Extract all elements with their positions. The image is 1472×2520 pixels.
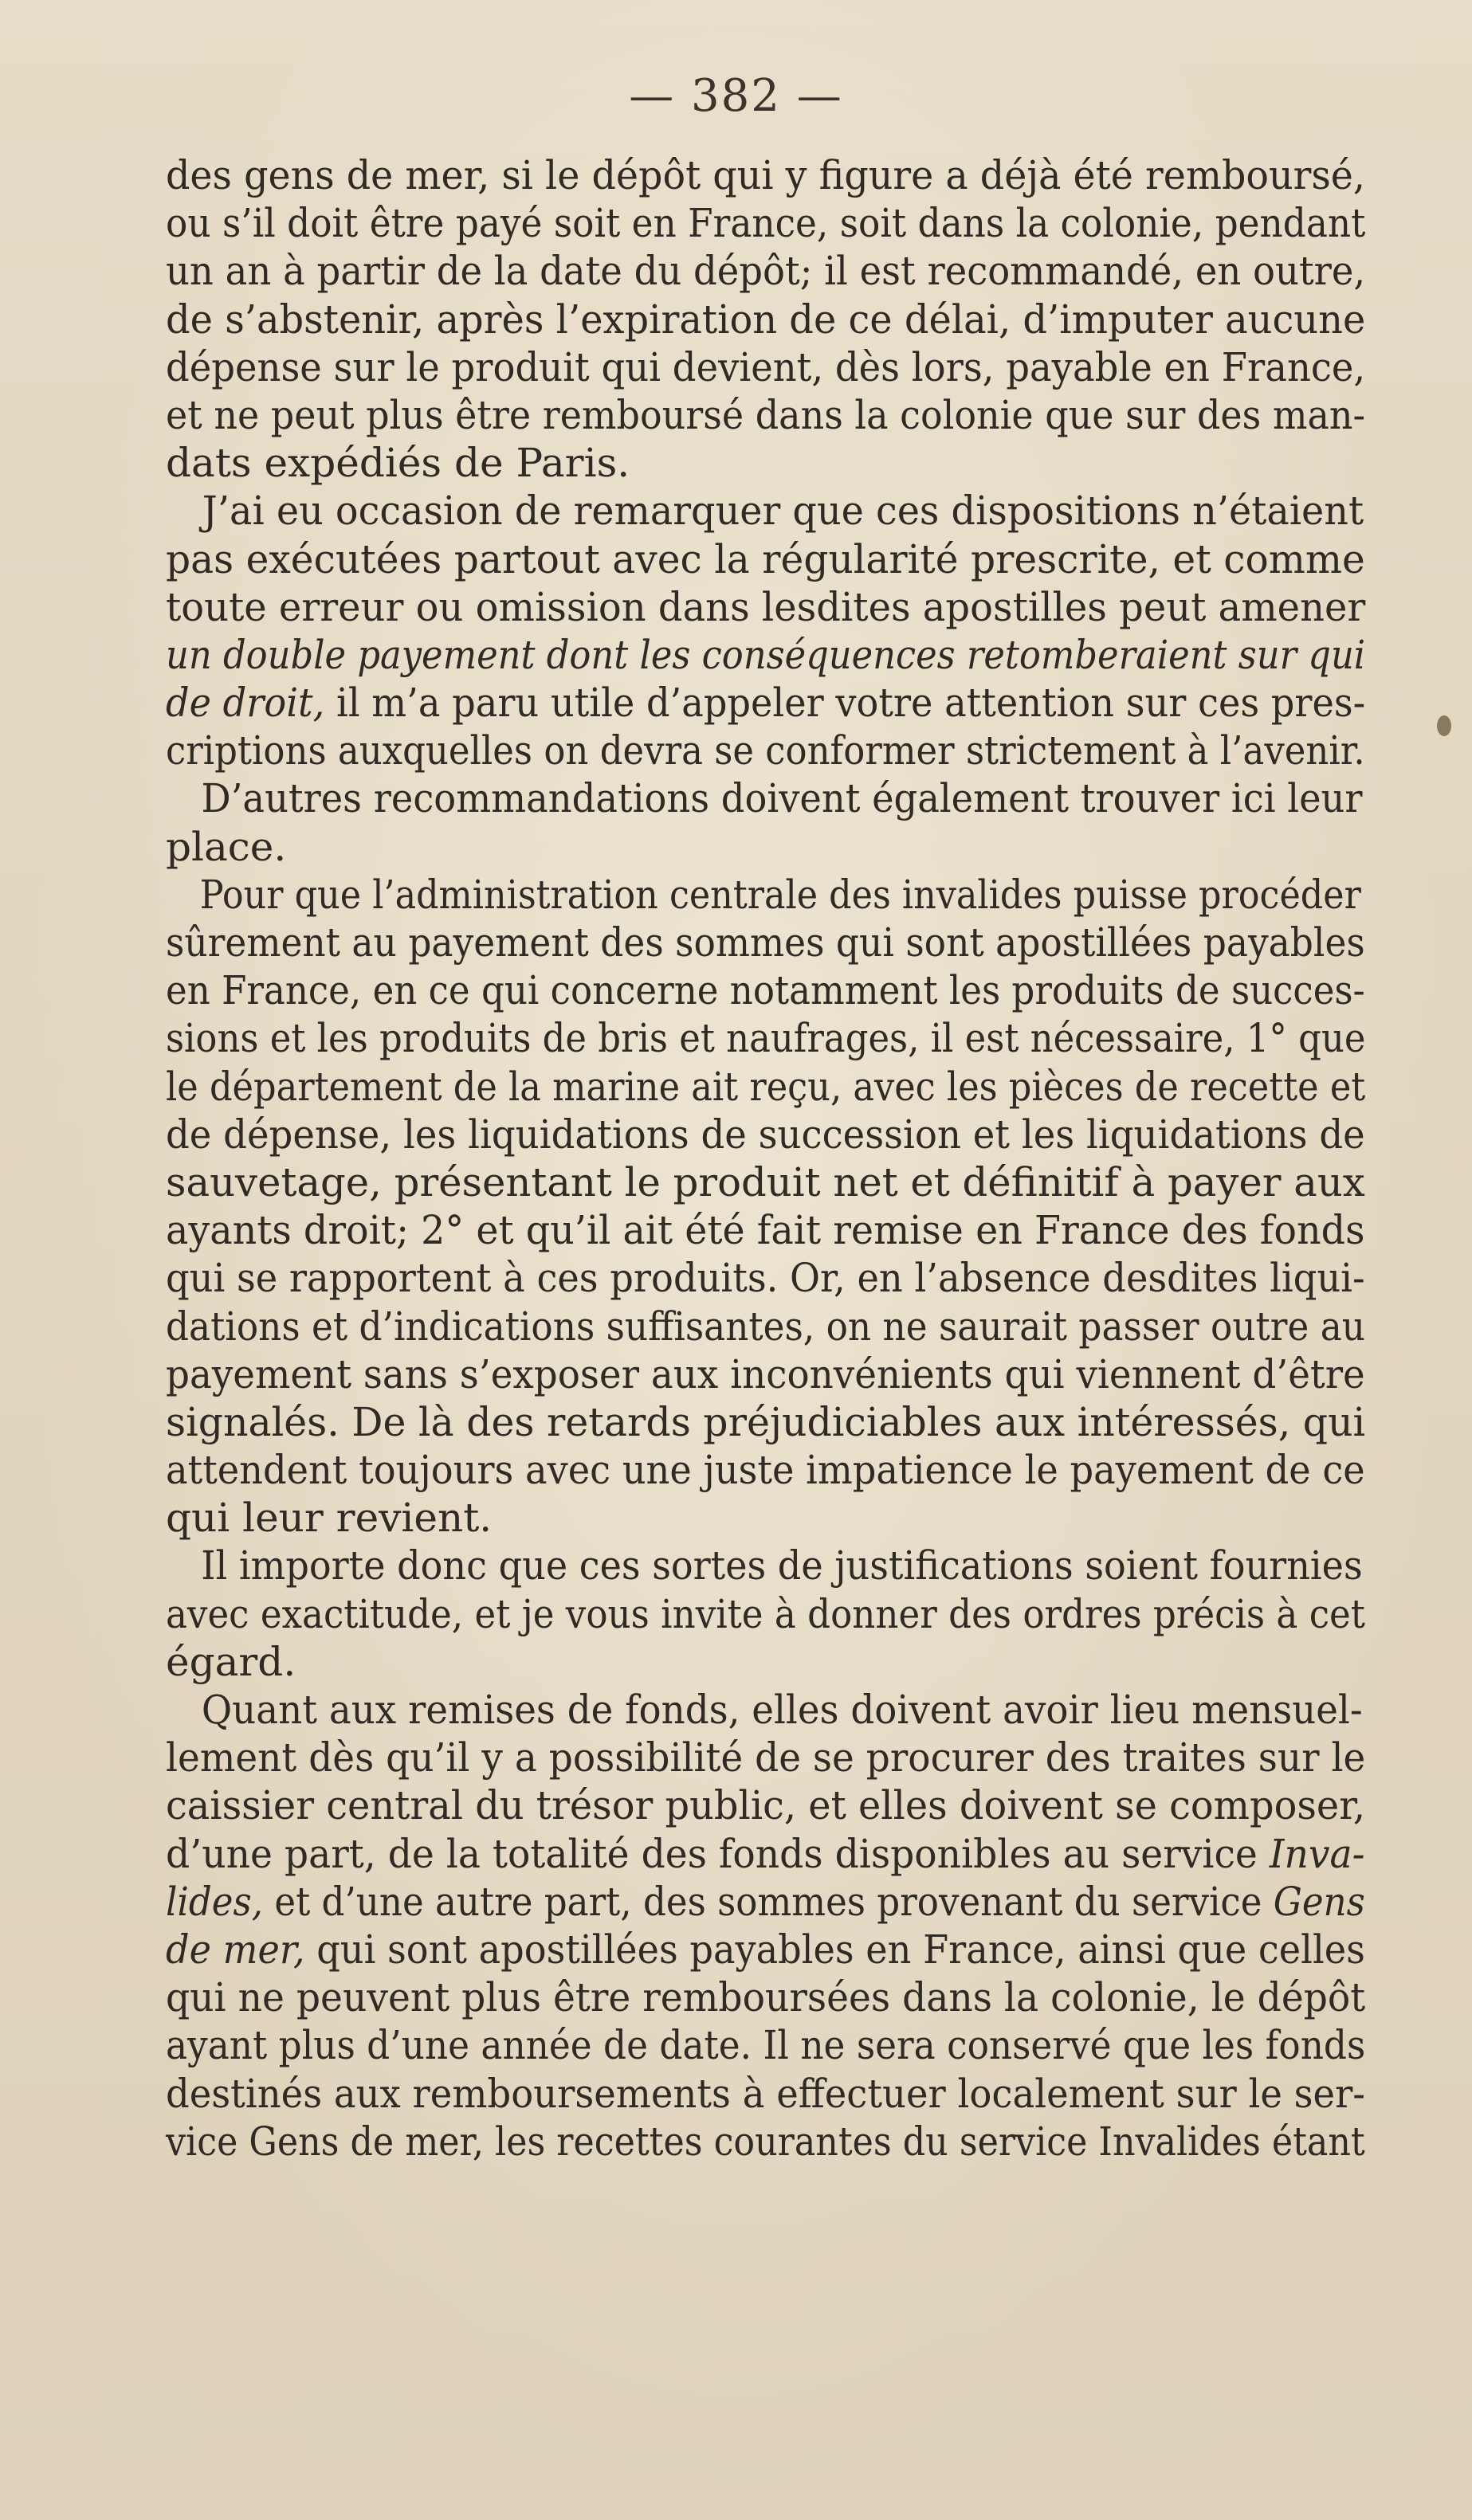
text-line: signalés. De là des retards préjudiciables aux intéressés, qui (166, 1398, 1366, 1445)
text-line: qui leur revient. (166, 1495, 493, 1542)
text-line: un double payement dont les conséquences retomberaient sur qui (166, 631, 1366, 678)
text-line: en France, en ce qui concerne notamment les produits de succes- (166, 967, 1365, 1014)
text-line: D’autres recommandations doivent également trouver ici leur (201, 775, 1363, 822)
text-line: qui se rapportent à ces produits. Or, en l’absence desdites liqui- (166, 1255, 1365, 1302)
text-line: dats expédiés de Paris. (166, 440, 630, 487)
page-number-header: — 382 — (629, 70, 843, 122)
text-line: qui ne peuvent plus être remboursées dans la colonie, le dépôt (166, 1974, 1366, 2021)
text-line: toute erreur ou omission dans lesdites apostilles peut amener (166, 583, 1366, 630)
ink-speck (1437, 715, 1451, 736)
text-line: un an à partir de la date du dépôt; il est recommandé, en outre, (166, 248, 1366, 295)
text-line: payement sans s’exposer aux inconvénients qui viennent d’être (166, 1350, 1365, 1397)
text-line: avec exactitude, et je vous invite à donner des ordres précis à cet (166, 1590, 1365, 1637)
text-line: criptions auxquelles on devra se conformer strictement à l’avenir. (166, 727, 1365, 774)
text-line: d’une part, de la totalité des fonds disponibles au service Inva- (166, 1830, 1365, 1877)
text-line: lides, et d’une autre part, des sommes provenant du service Gens (166, 1878, 1365, 1925)
text-line: des gens de mer, si le dépôt qui y figure a déjà été remboursé, (166, 152, 1365, 198)
text-line: et ne peut plus être remboursé dans la colonie que sur des man- (166, 391, 1366, 438)
text-line: pas exécutées partout avec la régularité prescrite, et comme (166, 535, 1365, 582)
text-line: caissier central du trésor public, et elles doivent se composer, (166, 1782, 1366, 1829)
text-line: de mer, qui sont apostillées payables en France, ainsi que celles (166, 1926, 1365, 1973)
text-line: le département de la marine ait reçu, avec les pièces de recette et (166, 1063, 1366, 1110)
text-line: sûrement au payement des sommes qui sont apostillées payables (166, 919, 1365, 966)
text-line: ou s’il doit être payé soit en France, soit dans la colonie, pendant (166, 200, 1366, 247)
text-line: ayants droit; 2° et qu’il ait été fait remise en France des fonds (166, 1207, 1365, 1254)
text-line: attendent toujours avec une juste impatience le payement de ce (166, 1447, 1365, 1494)
text-line: de droit, il m’a paru utile d’appeler votre attention sur ces pres- (166, 680, 1366, 727)
text-line: Il importe donc que ces sortes de justifications soient fournies (201, 1542, 1363, 1589)
text-line: J’ai eu occasion de remarquer que ces dispositions n’étaient (202, 488, 1364, 535)
text-line: place. (166, 823, 287, 870)
text-line: dations et d’indications suffisantes, on ne saurait passer outre au (166, 1303, 1365, 1350)
text-line: destinés aux remboursements à effectuer localement sur le ser- (166, 2070, 1366, 2117)
text-line: vice Gens de mer, les recettes courantes du service Invalides étant (166, 2118, 1365, 2165)
text-line: Quant aux remises de fonds, elles doivent avoir lieu mensuel- (201, 1687, 1363, 1733)
text-line: de dépense, les liquidations de succession et les liquidations de (166, 1111, 1365, 1158)
text-line: sauvetage, présentant le produit net et définitif à payer aux (166, 1158, 1365, 1205)
text-line: ayant plus d’une année de date. Il ne sera conservé que les fonds (166, 2022, 1366, 2069)
text-line: de s’abstenir, après l’expiration de ce délai, d’imputer aucune (166, 296, 1366, 343)
text-line: sions et les produits de bris et naufrages, il est nécessaire, 1° que (166, 1015, 1366, 1062)
text-line: lement dès qu’il y a possibilité de se procurer des traites sur le (166, 1734, 1366, 1781)
text-line: dépense sur le produit qui devient, dès lors, payable en France, (166, 343, 1366, 390)
body-text (166, 151, 1365, 2165)
text-line: égard. (166, 1638, 296, 1685)
text-line: Pour que l’administration centrale des invalides puisse procéder (199, 871, 1361, 918)
